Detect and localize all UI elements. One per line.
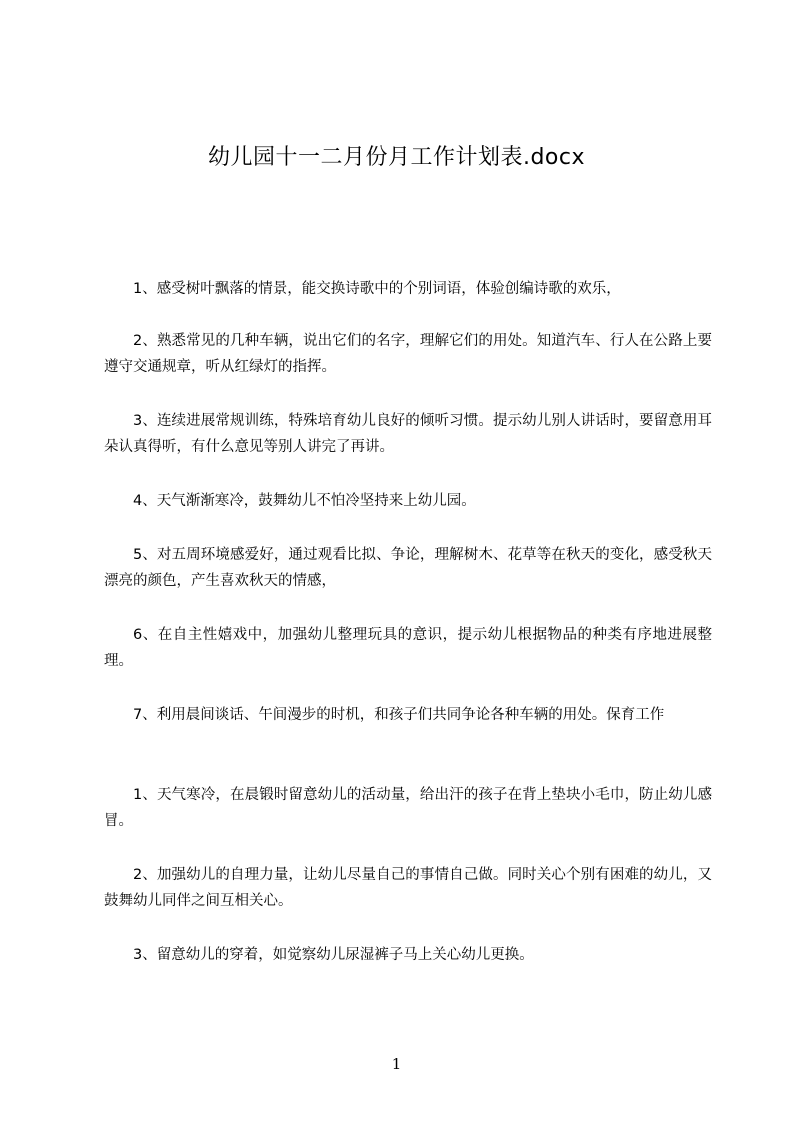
document-title: 幼儿园十一二月份月工作计划表.docx (207, 145, 586, 170)
paragraph-4: 4、天气渐渐寒冷，鼓舞幼儿不怕冷坚持来上幼儿园。 (133, 493, 476, 509)
paragraph-10: 3、留意幼儿的穿着，如觉察幼儿尿湿裤子马上关心幼儿更换。 (133, 947, 534, 963)
page-number: 1 (391, 1055, 402, 1073)
paragraph-5: 5、对五周环境感爱好，通过观看比拟、争论，理解树木、花草等在秋天的变化，感受秋天漂亮的颜色，产生喜欢秋天的情感， (104, 547, 712, 589)
paragraph-2: 2、熟悉常见的几种车辆，说出它们的名字，理解它们的用处。知道汽车、行人在公路上要遵守交通规章，听从红绿灯的指挥。 (104, 333, 712, 375)
paragraph-1: 1、感受树叶飘落的情景，能交换诗歌中的个别词语，体验创编诗歌的欢乐， (133, 281, 621, 297)
paragraph-3: 3、连续进展常规训练，特殊培育幼儿良好的倾听习惯。提示幼儿别人讲话时，要留意用耳朵认真得听，有什么意见等别人讲完了再讲。 (104, 413, 712, 455)
paragraph-7: 7、利用晨间谈话、午间漫步的时机，和孩子们共同争论各种车辆的用处。保育工作 (133, 707, 665, 723)
paragraph-8: 1、天气寒冷，在晨锻时留意幼儿的活动量，给出汗的孩子在背上垫块小毛巾，防止幼儿感冒。 (104, 787, 712, 829)
paragraph-9: 2、加强幼儿的自理力量，让幼儿尽量自己的事情自己做。同时关心个别有困难的幼儿，又鼓舞幼儿同伴之间互相关心。 (104, 867, 712, 909)
paragraph-6: 6、在自主性嬉戏中，加强幼儿整理玩具的意识，提示幼儿根据物品的种类有序地进展整理。 (104, 627, 712, 669)
